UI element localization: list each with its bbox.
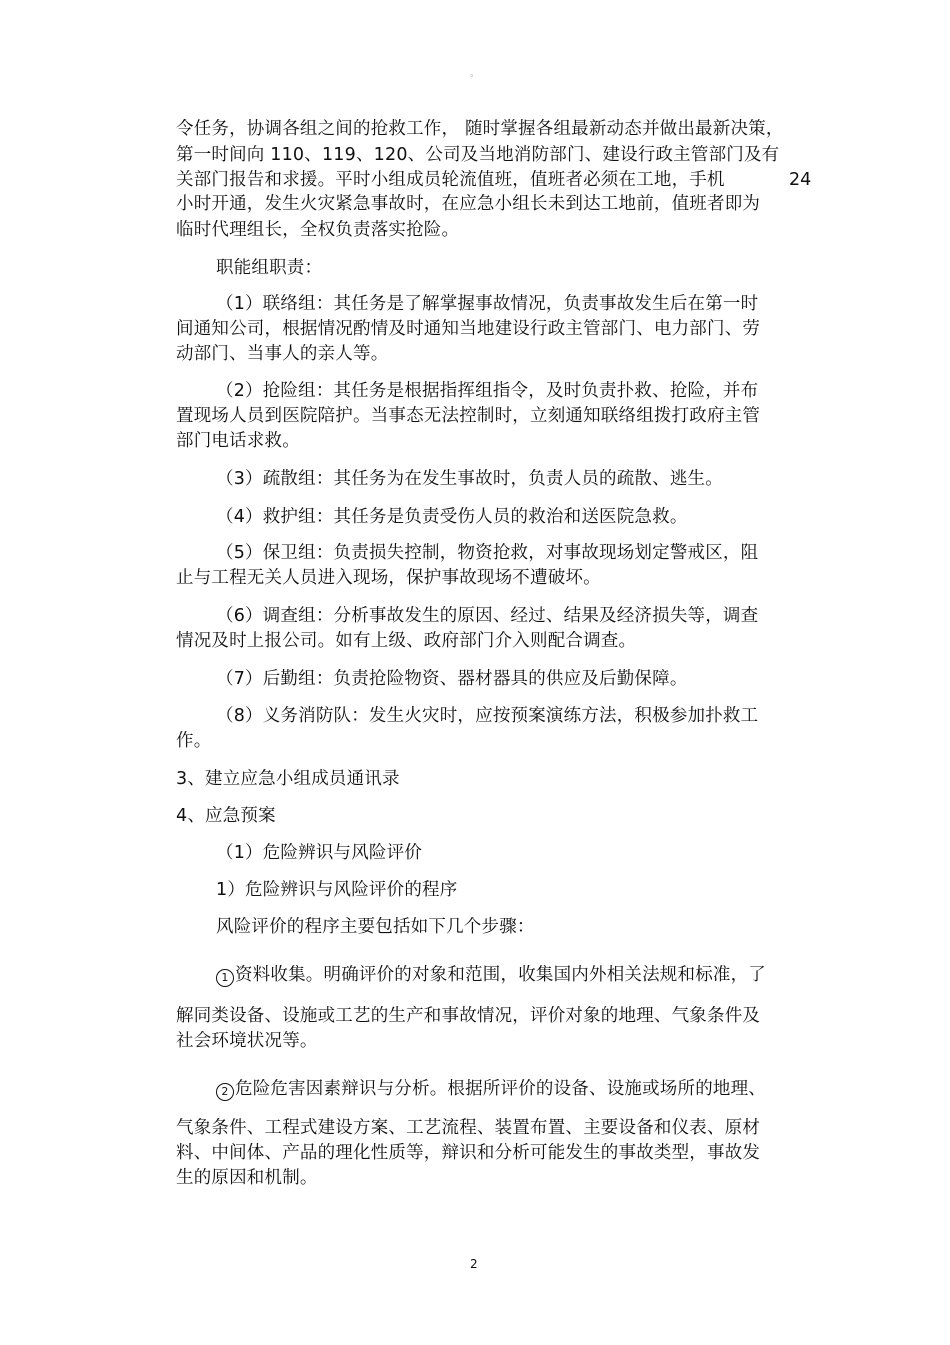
- text-line: [216, 964, 766, 987]
- heading-contact-list: 3、建立应急小组成员通讯录: [176, 769, 400, 789]
- circled-number-2: 2: [216, 1083, 234, 1101]
- text-line: [216, 1078, 766, 1101]
- text-line: 临时代理组长，全权负责落实抢险。: [176, 220, 460, 240]
- text-line: 气象条件、工程式建设方案、工艺流程、装置布置、主要设备和仪表、原材: [176, 1118, 761, 1138]
- side-number: 24: [789, 170, 812, 190]
- text-line: 置现场人员到医院陪护。当事态无法控制时，立刻通知联络组拨打政府主管: [176, 406, 761, 426]
- text-line: （8）义务消防队：发生火灾时，应按预案演练方法，积极参加扑救工: [216, 706, 759, 726]
- text-line: （1）联络组：其任务是了解掌握事故情况，负责事故发生后在第一时: [216, 294, 759, 314]
- top-mark: 。: [470, 69, 480, 79]
- page-number: 2: [470, 1257, 478, 1271]
- step-text: 危险危害因素辩识与分析。根据所评价的设备、设施或场所的地理、: [235, 1079, 766, 1099]
- text-line: 解同类设备、设施或工艺的生产和事故情况，评价对象的地理、气象条件及: [176, 1006, 761, 1026]
- section-label: 职能组职责：: [216, 258, 323, 278]
- text-line: 动部门、当事人的亲人等。: [176, 344, 389, 364]
- heading-emergency-plan: 4、应急预案: [176, 806, 276, 826]
- text-line: 风险评价的程序主要包括如下几个步骤：: [216, 917, 535, 937]
- text-line: 止与工程无关人员进入现场，保护事故现场不遭破坏。: [176, 568, 601, 588]
- subheading-risk: （1）危险辨识与风险评价: [216, 843, 423, 863]
- step-text: 资料收集。明确评价的对象和范围，收集国内外相关法规和标准，了: [235, 965, 766, 985]
- text-line: 小时开通，发生火灾紧急事故时，在应急小组长未到达工地前，值班者即为: [176, 194, 761, 214]
- text-line: （4）救护组：其任务是负责受伤人员的救治和送医院急救。: [216, 507, 688, 527]
- text-line: （7）后勤组：负责抢险物资、器材器具的供应及后勤保障。: [216, 669, 688, 689]
- subheading-procedure: 1）危险辨识与风险评价的程序: [216, 880, 458, 900]
- text-line: 令任务，协调各组之间的抢救工作， 随时掌握各组最新动态并做出最新决策，: [176, 119, 784, 139]
- text-line: 部门电话求救。: [176, 431, 300, 451]
- text-line: 第一时间向 110、119、120、公司及当地消防部门、建设行政主管部门及有: [176, 145, 780, 165]
- circled-number-1: 1: [216, 969, 234, 987]
- text-line: 关部门报告和求援。平时小组成员轮流值班，值班者必须在工地，手机: [176, 170, 725, 190]
- text-line: 情况及时上报公司。如有上级、政府部门介入则配合调查。: [176, 631, 637, 651]
- text-line: （2）抢险组：其任务是根据指挥组指令，及时负责扑救、抢险，并布: [216, 381, 759, 401]
- text-line: 料、中间体、产品的理化性质等，辩识和分析可能发生的事故类型，事故发: [176, 1143, 761, 1163]
- text-line: 作。: [176, 731, 212, 751]
- text-line: 社会环境状况等。: [176, 1031, 318, 1051]
- text-line: 生的原因和机制。: [176, 1168, 318, 1188]
- text-line: （6）调查组：分析事故发生的原因、经过、结果及经济损失等，调查: [216, 606, 759, 626]
- text-line: （3）疏散组：其任务为在发生事故时，负责人员的疏散、逃生。: [216, 469, 723, 489]
- text-line: 间通知公司，根据情况酌情及时通知当地建设行政主管部门、电力部门、劳: [176, 319, 761, 339]
- text-line: （5）保卫组：负责损失控制，物资抢救，对事故现场划定警戒区，阻: [216, 543, 759, 563]
